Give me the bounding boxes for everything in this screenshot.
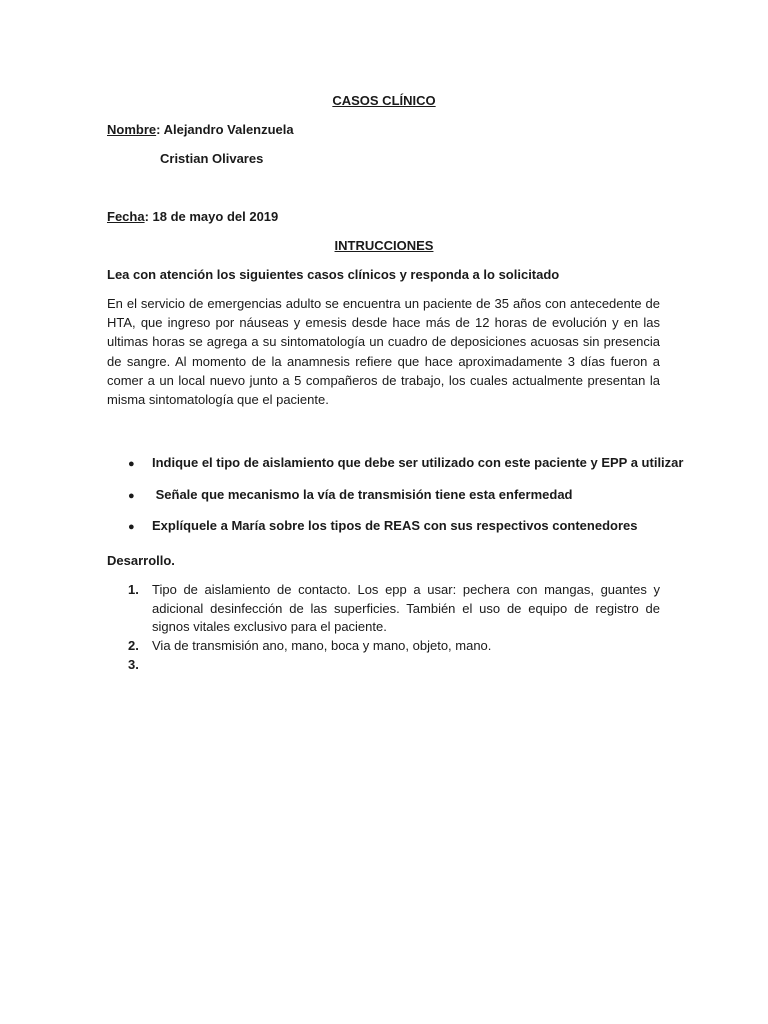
answer-number: 1.: [128, 582, 139, 597]
nombre-label: Nombre: [107, 122, 157, 137]
bullet-item-2: [128, 487, 573, 504]
answer-item-2: [128, 637, 660, 656]
answer-text: Tipo de aislamiento de contacto. Los epp a usar: pechera con mangas, guantes y adicional desinfección de las superficies. También el uso de equipo de registro de signos vitales exclusivo para el paciente.: [152, 582, 660, 634]
answer-number: 2.: [128, 638, 139, 653]
nombre-second: Cristian Olivares: [160, 151, 264, 166]
desarrollo-heading: Desarrollo.: [107, 553, 175, 568]
bullet-item-3: [128, 518, 637, 535]
nombre-line: [107, 122, 294, 138]
fecha-label: Fecha: [107, 209, 145, 224]
answer-text: Via de transmisión ano, mano, boca y mano, objeto, mano.: [152, 638, 492, 653]
answer-number: 3.: [128, 657, 139, 672]
bullet-icon: ●: [128, 490, 135, 502]
lead-sentence: Lea con atención los siguientes casos clínicos y responda a lo solicitado: [107, 267, 560, 282]
nombre-value: : Alejandro Valenzuela: [156, 122, 294, 137]
bullet-text: Señale que mecanismo la vía de transmisión tiene esta enfermedad: [152, 487, 573, 502]
answer-item-1: [128, 581, 660, 637]
bullet-text: Indique el tipo de aislamiento que debe ser utilizado con este paciente y EPP a utilizar: [152, 455, 684, 470]
bullet-icon: ●: [128, 521, 135, 533]
bullet-item-1: [128, 455, 683, 472]
fecha-line: [107, 209, 278, 225]
case-paragraph: En el servicio de emergencias adulto se encuentra un paciente de 35 años con antecedente de HTA, que ingreso por náuseas y emesis desde hace más de 12 horas de evolución y en las ultimas horas se agrega a su sintomatología un cuadro de deposiciones acuosas sin presencia de sangre. Al momento de la anamnesis refiere que hace aproximadamente 3 días fueron a comer a un local nuevo junto a 5 compañeros de trabajo, los cuales actualmente presentan la misma sintomatología que el paciente.: [107, 296, 660, 408]
document-title: CASOS CLÍNICO: [332, 93, 436, 108]
bullet-icon: ●: [128, 458, 135, 470]
bullet-text: Explíquele a María sobre los tipos de REAS con sus respectivos contenedores: [152, 518, 638, 533]
fecha-value: : 18 de mayo del 2019: [144, 209, 279, 224]
instrucciones-heading: INTRUCCIONES: [334, 238, 434, 253]
